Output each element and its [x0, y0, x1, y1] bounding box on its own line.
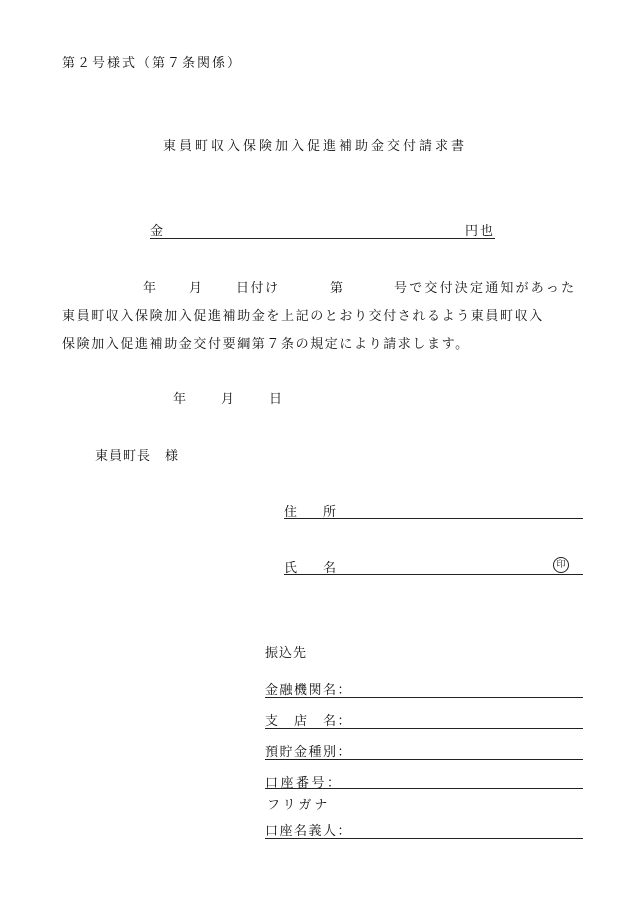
account-holder-field[interactable]	[265, 820, 583, 839]
form-number: 第２号様式（第７条関係）	[62, 56, 243, 71]
body-number-prefix: 第	[330, 281, 344, 296]
amount-prefix: 金	[150, 224, 164, 239]
bank-heading: 振込先	[265, 646, 308, 661]
bank-branch-field[interactable]	[265, 710, 583, 729]
amount-line	[150, 220, 495, 239]
date-line	[173, 388, 293, 408]
body-line-3: 保険加入促進補助金交付要綱第７条の規定により請求します。	[62, 337, 470, 352]
account-type-field[interactable]	[265, 741, 583, 760]
bank-institution-label: 金融機関名：	[265, 683, 353, 698]
body-day: 日付け	[236, 281, 280, 296]
address-field[interactable]	[284, 501, 583, 519]
body-month: 月	[189, 281, 203, 296]
body-line-2: 東員町収入保険加入促進補助金を上記のとおり交付されるよう東員町収入	[62, 309, 544, 324]
seal-icon: 印	[553, 557, 569, 573]
account-number-field[interactable]	[265, 772, 583, 789]
date-year: 年	[173, 392, 187, 407]
body-line1-rest: 号で交付決定通知があった	[394, 281, 577, 296]
body-year: 年	[143, 281, 157, 296]
bank-institution-field[interactable]	[265, 679, 583, 698]
account-holder-label: 口座名義人：	[265, 824, 353, 839]
page-title: 東員町収入保険加入促進補助金交付請求書	[162, 139, 467, 154]
date-month: 月	[221, 392, 235, 407]
name-field[interactable]	[284, 557, 583, 575]
account-type-label: 預貯金種別：	[265, 745, 353, 760]
name-label: 氏 名	[284, 561, 337, 576]
address-label: 住 所	[284, 505, 337, 520]
furigana-label: フリガナ	[267, 798, 331, 813]
account-number-label: 口座番号：	[265, 776, 343, 791]
amount-suffix: 円也	[464, 224, 495, 239]
body-line-1	[62, 277, 582, 297]
date-day: 日	[269, 392, 283, 407]
bank-branch-label: 支 店 名：	[265, 714, 353, 729]
addressee: 東員町長 様	[95, 449, 180, 464]
